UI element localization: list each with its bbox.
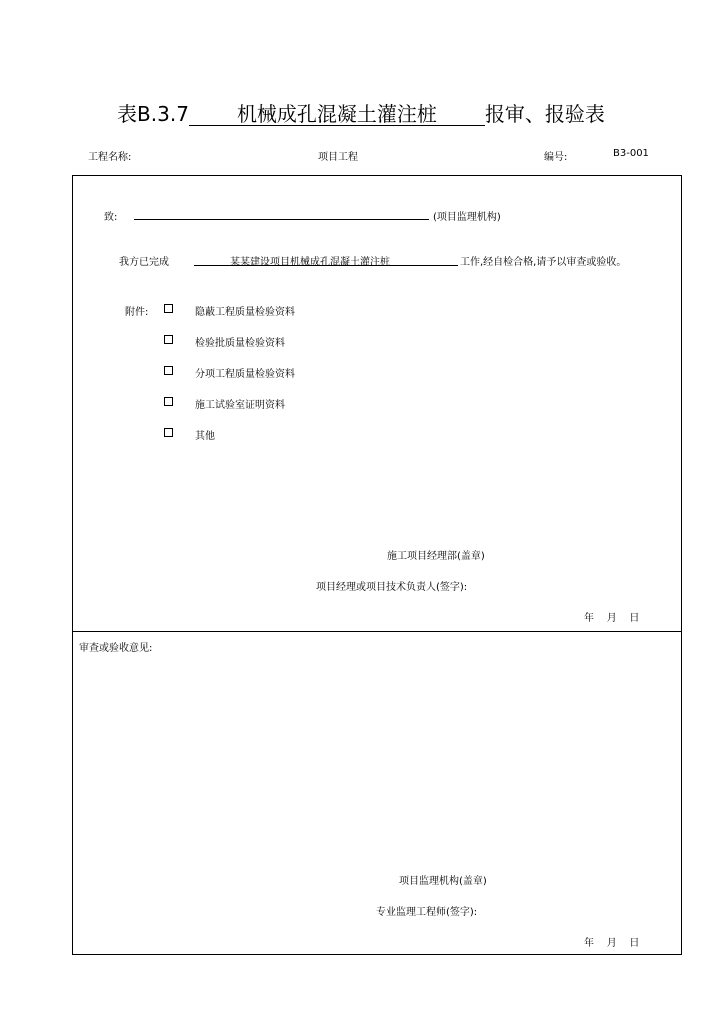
form-title (0, 98, 722, 127)
attachment-label: 隐蔽工程质量检验资料 (195, 307, 295, 318)
opinion-text-area[interactable] (78, 656, 676, 866)
attachment-checkbox[interactable] (164, 428, 173, 437)
number-label: 编号: (544, 152, 568, 163)
completed-tail: 工作,经自检合格,请予以审查或验收。 (460, 257, 627, 268)
number-value: B3-001 (613, 148, 649, 159)
attachment-label: 施工试验室证明资料 (195, 400, 285, 411)
attachment-label: 检验批质量检验资料 (195, 338, 285, 349)
completed-label: 我方已完成 (119, 257, 169, 268)
attachment-label: 其他 (195, 431, 215, 442)
section-divider (72, 631, 682, 632)
to-suffix: (项目监理机构) (433, 212, 501, 223)
attachment-checkbox[interactable] (164, 304, 173, 313)
form-title-suffix: 报审、报验表 (484, 102, 605, 126)
form-subject (189, 103, 485, 126)
dept-seal: 施工项目经理部(盖章) (387, 551, 485, 562)
project-name-label: 工程名称: (88, 152, 132, 163)
supervisor-seal: 项目监理机构(盖章) (399, 876, 487, 887)
attachment-checkbox[interactable] (164, 366, 173, 375)
attachment-checkbox[interactable] (164, 397, 173, 406)
upper-date: 年 月 日 (584, 613, 640, 624)
form-code: 表B.3.7 (117, 102, 189, 126)
completed-work[interactable]: 某某建设项目机械成孔混凝土灌注桩 (230, 257, 390, 268)
attachment-label: 分项工程质量检验资料 (195, 369, 295, 380)
supervisor-signature-label: 专业监理工程师(签字): (376, 907, 478, 918)
project-name-value: 项目工程 (318, 152, 358, 163)
opinion-label: 审查或验收意见: (79, 643, 153, 654)
attachment-checkbox[interactable] (164, 335, 173, 344)
lower-date: 年 月 日 (584, 938, 640, 949)
attachments-label: 附件: (125, 307, 149, 318)
manager-signature-label: 项目经理或项目技术负责人(签字): (316, 582, 468, 593)
to-label: 致: (104, 212, 118, 223)
form-subject-text: 机械成孔混凝土灌注桩 (236, 102, 437, 126)
to-recipient-field[interactable] (134, 219, 429, 220)
